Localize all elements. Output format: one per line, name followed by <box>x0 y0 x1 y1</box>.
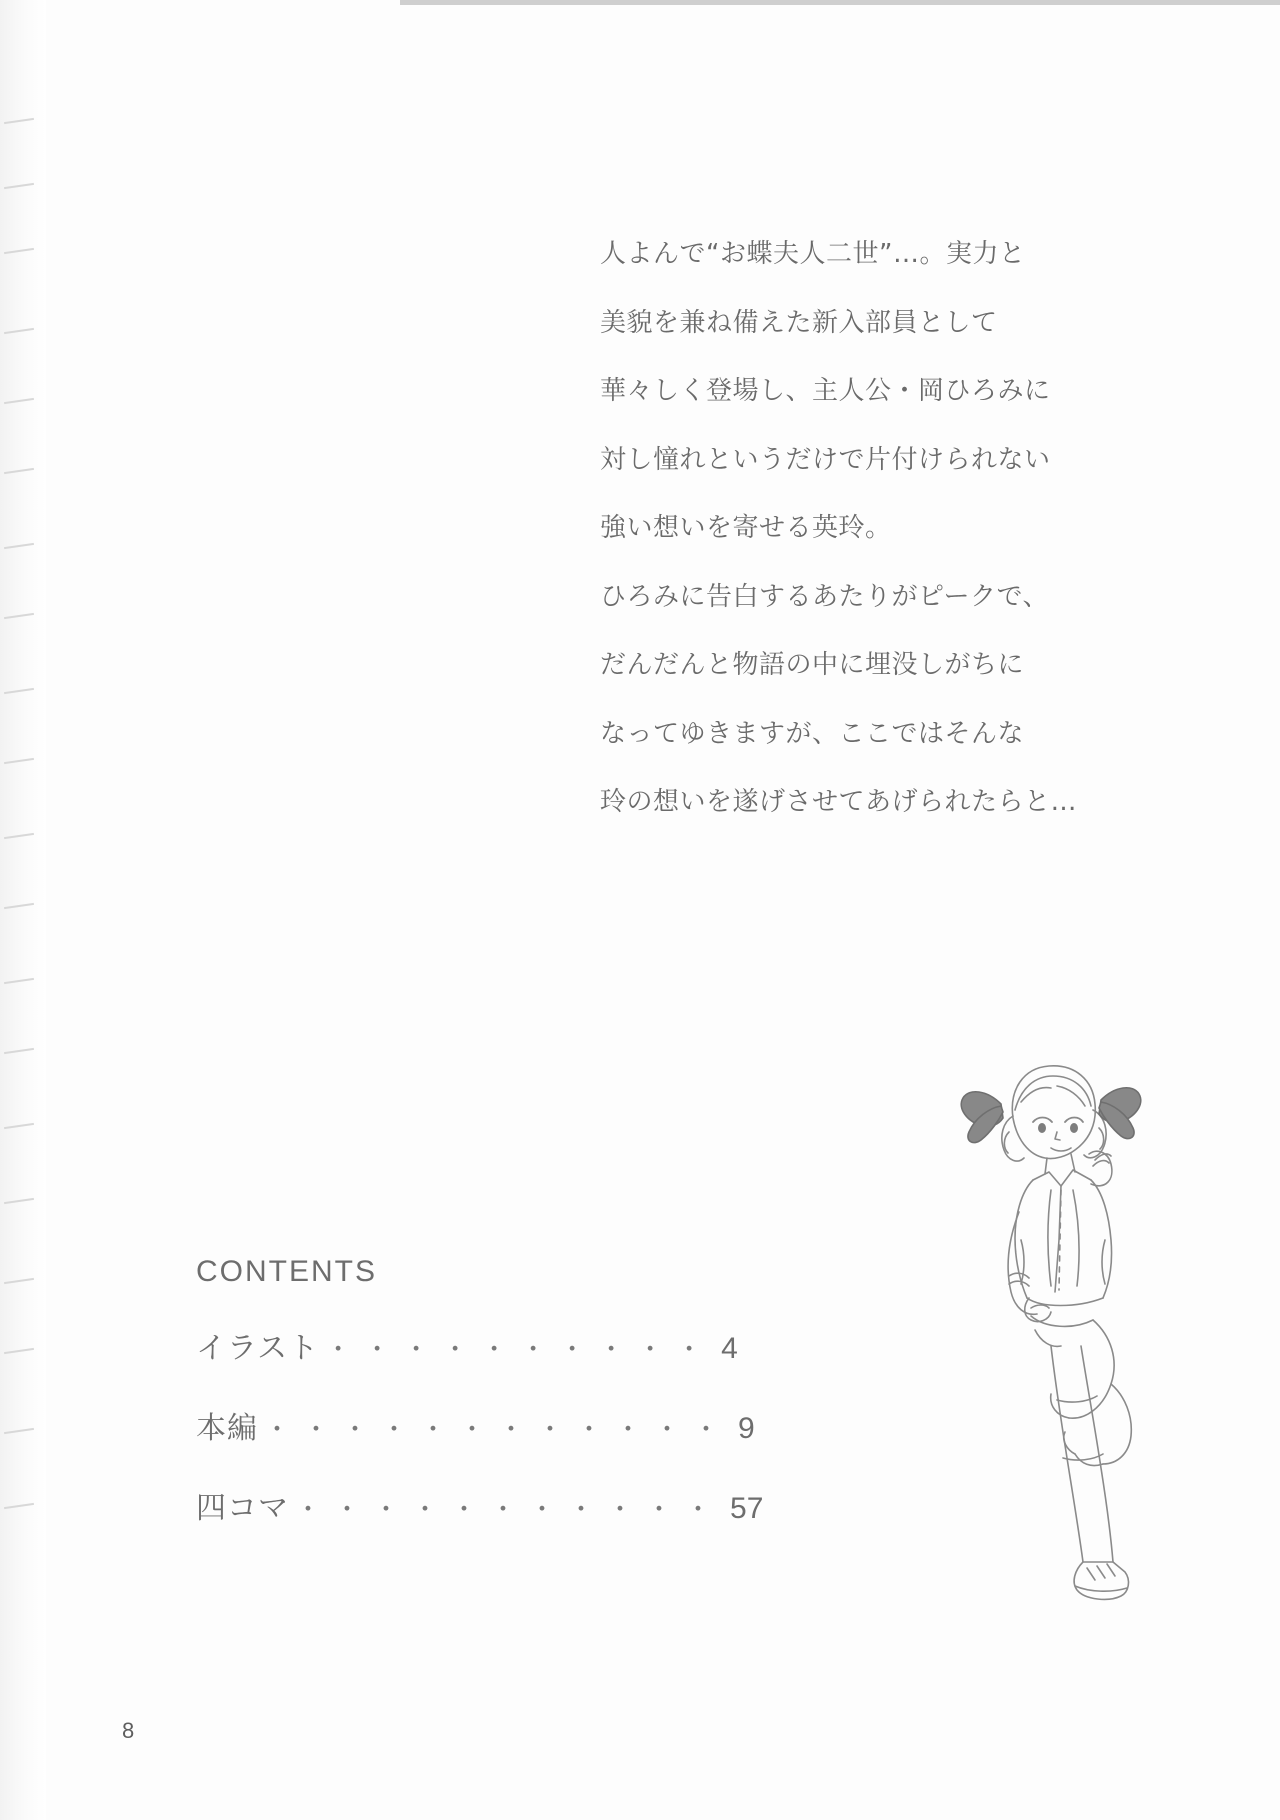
body-line: 強い想いを寄せる英玲。 <box>600 513 892 543</box>
toc-leader-dots: ・・・・・・・・・・・・ <box>264 1415 733 1445</box>
toc-entry-page: 9 <box>738 1412 755 1445</box>
body-line: 対し憧れというだけで片付けられない <box>600 444 1051 475</box>
scan-top-edge <box>400 0 1280 5</box>
toc-entry-illustrations <box>196 1323 816 1367</box>
body-line: ひろみに告白するあたりがピークで、 <box>600 581 1049 612</box>
toc-entry-label: イラスト <box>196 1331 320 1366</box>
body-line: 玲の想いを遂げさせてあげられたらと… <box>600 787 1078 817</box>
toc-entry-page: 4 <box>721 1332 738 1365</box>
gutter-scan-marks <box>0 0 46 1820</box>
afterword-text-block <box>600 238 1210 855</box>
toc-leader-dots: ・・・・・・・・・・ <box>325 1335 716 1365</box>
toc-leader-dots: ・・・・・・・・・・・ <box>295 1495 725 1525</box>
contents-heading: CONTENTS <box>196 1255 377 1288</box>
toc-entry-label: 四コマ <box>196 1491 289 1526</box>
body-line: だんだんと物語の中に埋没しがちに <box>600 650 1025 680</box>
body-line: 美貌を兼ね備えた新入部員として <box>600 307 998 338</box>
page-number: 8 <box>122 1718 135 1743</box>
body-line: 人よんで“お蝶夫人二世”…。実力と <box>600 239 1026 269</box>
toc-entry-four-panel <box>196 1483 816 1527</box>
toc-entry-label: 本編 <box>196 1411 258 1446</box>
body-line: 華々しく登場し、主人公・岡ひろみに <box>600 376 1051 406</box>
toc-entry-main-story <box>196 1403 816 1447</box>
body-line: なってゆきますが、ここではそんな <box>600 718 1025 749</box>
table-of-contents <box>196 1255 816 1563</box>
toc-entry-page: 57 <box>730 1492 764 1525</box>
girl-illustration <box>905 1040 1205 1620</box>
